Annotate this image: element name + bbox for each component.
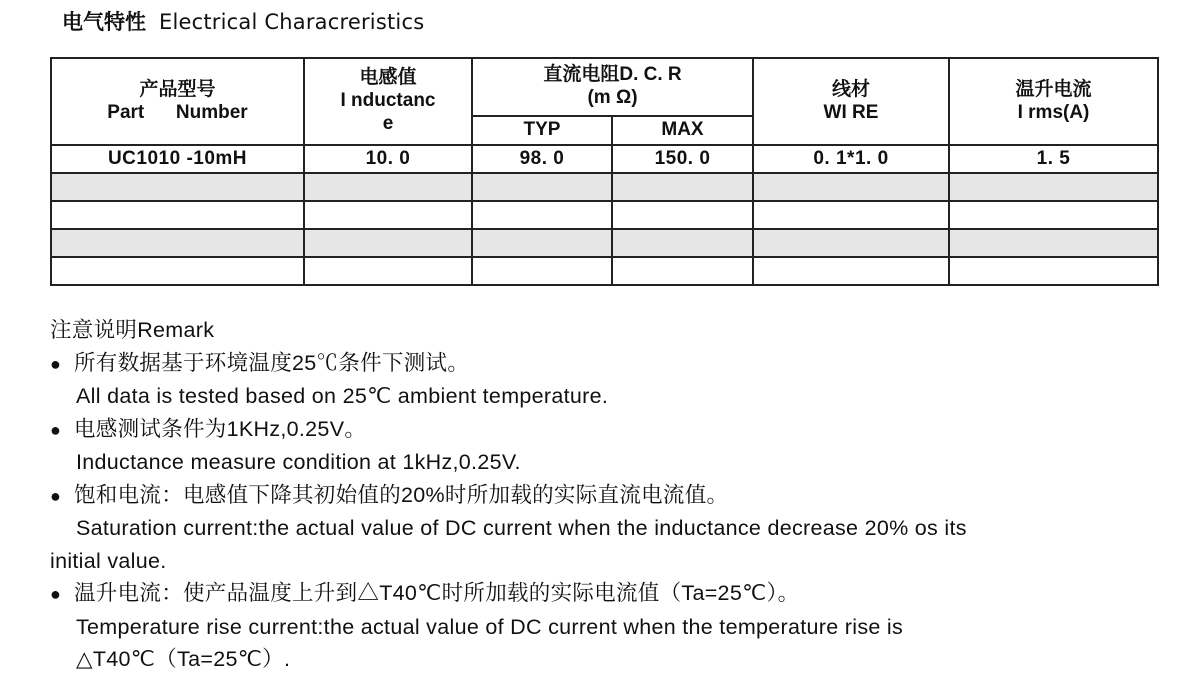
header-inductance	[304, 58, 472, 145]
cell-part-number	[51, 201, 304, 229]
remark-item-3-cn: 饱和电流：电感值下降其初始值的20%时所加载的实际直流电流值。	[74, 482, 729, 507]
table-row	[51, 173, 1158, 201]
remark-item-3-en: Saturation current:the actual value of DC current when the inductance decrease 20% os its	[76, 516, 967, 540]
header-typ: TYP	[472, 116, 612, 145]
header-wire-en: WI RE	[823, 101, 879, 123]
cell-part-number	[51, 229, 304, 257]
remark-heading: 注意说明Remark	[50, 318, 215, 342]
remark-section	[50, 314, 1160, 676]
cell-part-number	[51, 257, 304, 285]
section-title-en: Electrical Characreristics	[159, 10, 425, 34]
remark-item-1-cn: 所有数据基于环境温度25℃条件下测试。	[74, 350, 470, 375]
remark-item-4-cn: 温升电流：使产品温度上升到△T40℃时所加载的实际电流值（Ta=25℃）。	[74, 581, 800, 605]
remark-item-4-en: Temperature rise current:the actual value of DC current when the temperature rise is	[76, 614, 904, 639]
cell-dcr-max	[612, 229, 753, 257]
cell-part-number: UC1010 -10mH	[51, 145, 304, 173]
cell-dcr-typ: 98. 0	[472, 145, 612, 173]
cell-wire	[753, 257, 949, 285]
cell-irms	[949, 229, 1158, 257]
cell-wire: 0. 1*1. 0	[753, 145, 949, 173]
header-part-en: Part Number	[107, 101, 248, 123]
table-row	[51, 145, 1158, 173]
header-inductance-en: I nductanc	[340, 90, 436, 112]
header-dcr-cn: 直流电阻D. C. R	[543, 64, 682, 86]
cell-dcr-max: 150. 0	[612, 145, 753, 173]
remark-item-2-en: Inductance measure condition at 1kHz,0.25V.	[76, 450, 521, 474]
remark-item-4	[50, 577, 1160, 611]
cell-wire	[753, 173, 949, 201]
cell-dcr-typ	[472, 257, 612, 285]
cell-irms	[949, 257, 1158, 285]
cell-inductance	[304, 257, 472, 285]
header-wire	[753, 58, 949, 145]
cell-inductance	[304, 173, 472, 201]
cell-irms	[949, 201, 1158, 229]
cell-dcr-max	[612, 201, 753, 229]
header-part-number	[51, 58, 304, 145]
cell-inductance	[304, 201, 472, 229]
section-title	[62, 6, 424, 36]
cell-irms	[949, 173, 1158, 201]
header-dcr	[472, 58, 753, 116]
cell-dcr-max	[612, 173, 753, 201]
bullet-icon: ●	[50, 485, 62, 506]
header-irms-en: I rms(A)	[1017, 101, 1090, 123]
bullet-icon: ●	[50, 353, 62, 374]
header-part-cn: 产品型号	[139, 78, 216, 100]
cell-inductance	[304, 229, 472, 257]
cell-dcr-typ	[472, 173, 612, 201]
remark-item-4-en-wrap: △T40℃（Ta=25℃）.	[76, 647, 291, 671]
remark-item-1	[50, 347, 1160, 381]
remark-item-3-en-wrap: initial value.	[50, 548, 167, 573]
header-inductance-cn: 电感值	[359, 67, 417, 89]
header-max: MAX	[612, 116, 753, 145]
cell-wire	[753, 201, 949, 229]
remark-item-2	[50, 413, 1160, 447]
header-inductance-en-wrap: e	[382, 112, 394, 134]
electrical-characteristics-table	[50, 57, 1159, 286]
table-row	[51, 229, 1158, 257]
bullet-icon: ●	[50, 419, 62, 440]
header-dcr-unit: (m Ω)	[587, 87, 638, 108]
cell-dcr-max	[612, 257, 753, 285]
table-row	[51, 257, 1158, 285]
section-title-cn: 电气特性	[62, 10, 146, 34]
table-row	[51, 201, 1158, 229]
cell-dcr-typ	[472, 229, 612, 257]
header-irms	[949, 58, 1158, 145]
remark-item-1-en: All data is tested based on 25℃ ambient temperature.	[76, 384, 609, 408]
bullet-icon: ●	[50, 584, 62, 604]
cell-irms: 1. 5	[949, 145, 1158, 173]
remark-item-2-cn: 电感测试条件为1KHz,0.25V。	[74, 416, 367, 441]
header-irms-cn: 温升电流	[1015, 78, 1092, 100]
remark-item-3	[50, 479, 1160, 513]
cell-part-number	[51, 173, 304, 201]
cell-wire	[753, 229, 949, 257]
cell-inductance: 10. 0	[304, 145, 472, 173]
cell-dcr-typ	[472, 201, 612, 229]
header-wire-cn: 线材	[831, 78, 870, 100]
